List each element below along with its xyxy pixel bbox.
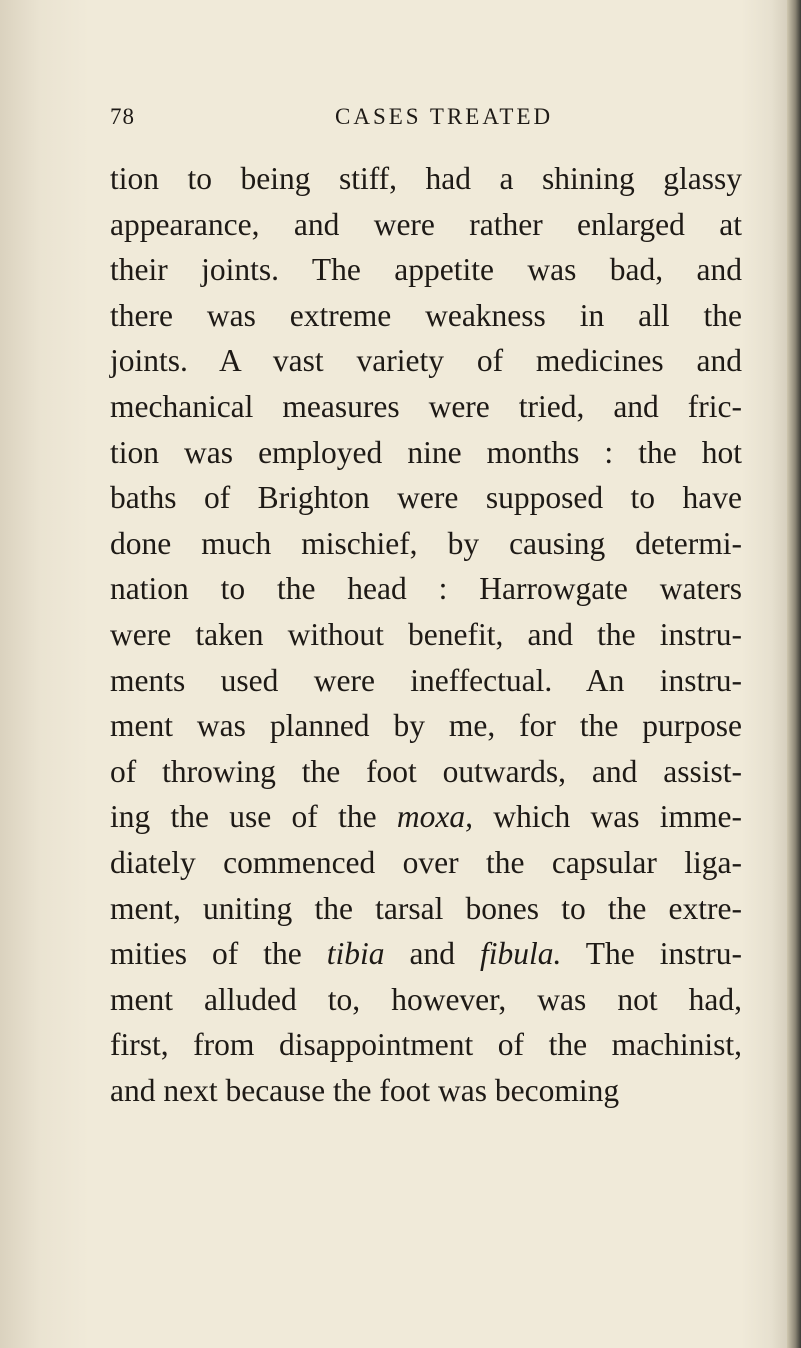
text-line: were taken without benefit, and the instru- — [110, 616, 742, 652]
text-line — [110, 931, 742, 977]
text-line: first, from disappointment of the machinist, — [110, 1027, 742, 1063]
text-segment: The instru- — [561, 936, 742, 972]
text-segment: mities of the — [110, 936, 327, 972]
text-line: done much mischief, by causing determi- — [110, 525, 742, 561]
italic-term: moxa, — [396, 799, 473, 835]
page-edge-shadow — [787, 0, 801, 1348]
text-line: tion was employed nine months : the hot — [110, 434, 742, 470]
text-line: mechanical measures were tried, and fric- — [110, 388, 742, 424]
text-segment: and — [384, 936, 480, 972]
text-line: appearance, and were rather enlarged at — [110, 206, 742, 242]
page-header — [110, 104, 740, 144]
text-line: ment was planned by me, for the purpose — [110, 708, 742, 744]
text-line: of throwing the foot outwards, and assist- — [110, 753, 742, 789]
text-line: nation to the head : Harrowgate waters — [110, 571, 742, 607]
text-line: baths of Brighton were supposed to have — [110, 480, 742, 516]
text-line: their joints. The appetite was bad, and — [110, 252, 742, 288]
text-line: ment, uniting the tarsal bones to the extre- — [110, 890, 742, 926]
text-segment: ing the use of the — [110, 799, 397, 835]
text-line: and next because the foot was becoming — [110, 1072, 620, 1108]
text-line: there was extreme weakness in all the — [110, 297, 742, 333]
italic-term: fibula. — [479, 936, 562, 972]
text-line: tion to being stiff, had a shining glassy — [110, 161, 742, 196]
text-line: joints. A vast variety of medicines and — [110, 343, 742, 379]
text-line: ments used were ineffectual. An instru- — [110, 662, 742, 698]
italic-term: tibia — [326, 936, 385, 972]
page-number: 78 — [110, 104, 135, 129]
body-text — [110, 156, 742, 1113]
running-head: CASES TREATED — [335, 104, 554, 129]
text-line: ment alluded to, however, was not had, — [110, 981, 742, 1017]
text-line: diately commenced over the capsular liga- — [110, 844, 742, 880]
text-segment: which was imme- — [472, 799, 742, 835]
text-line — [110, 794, 742, 840]
